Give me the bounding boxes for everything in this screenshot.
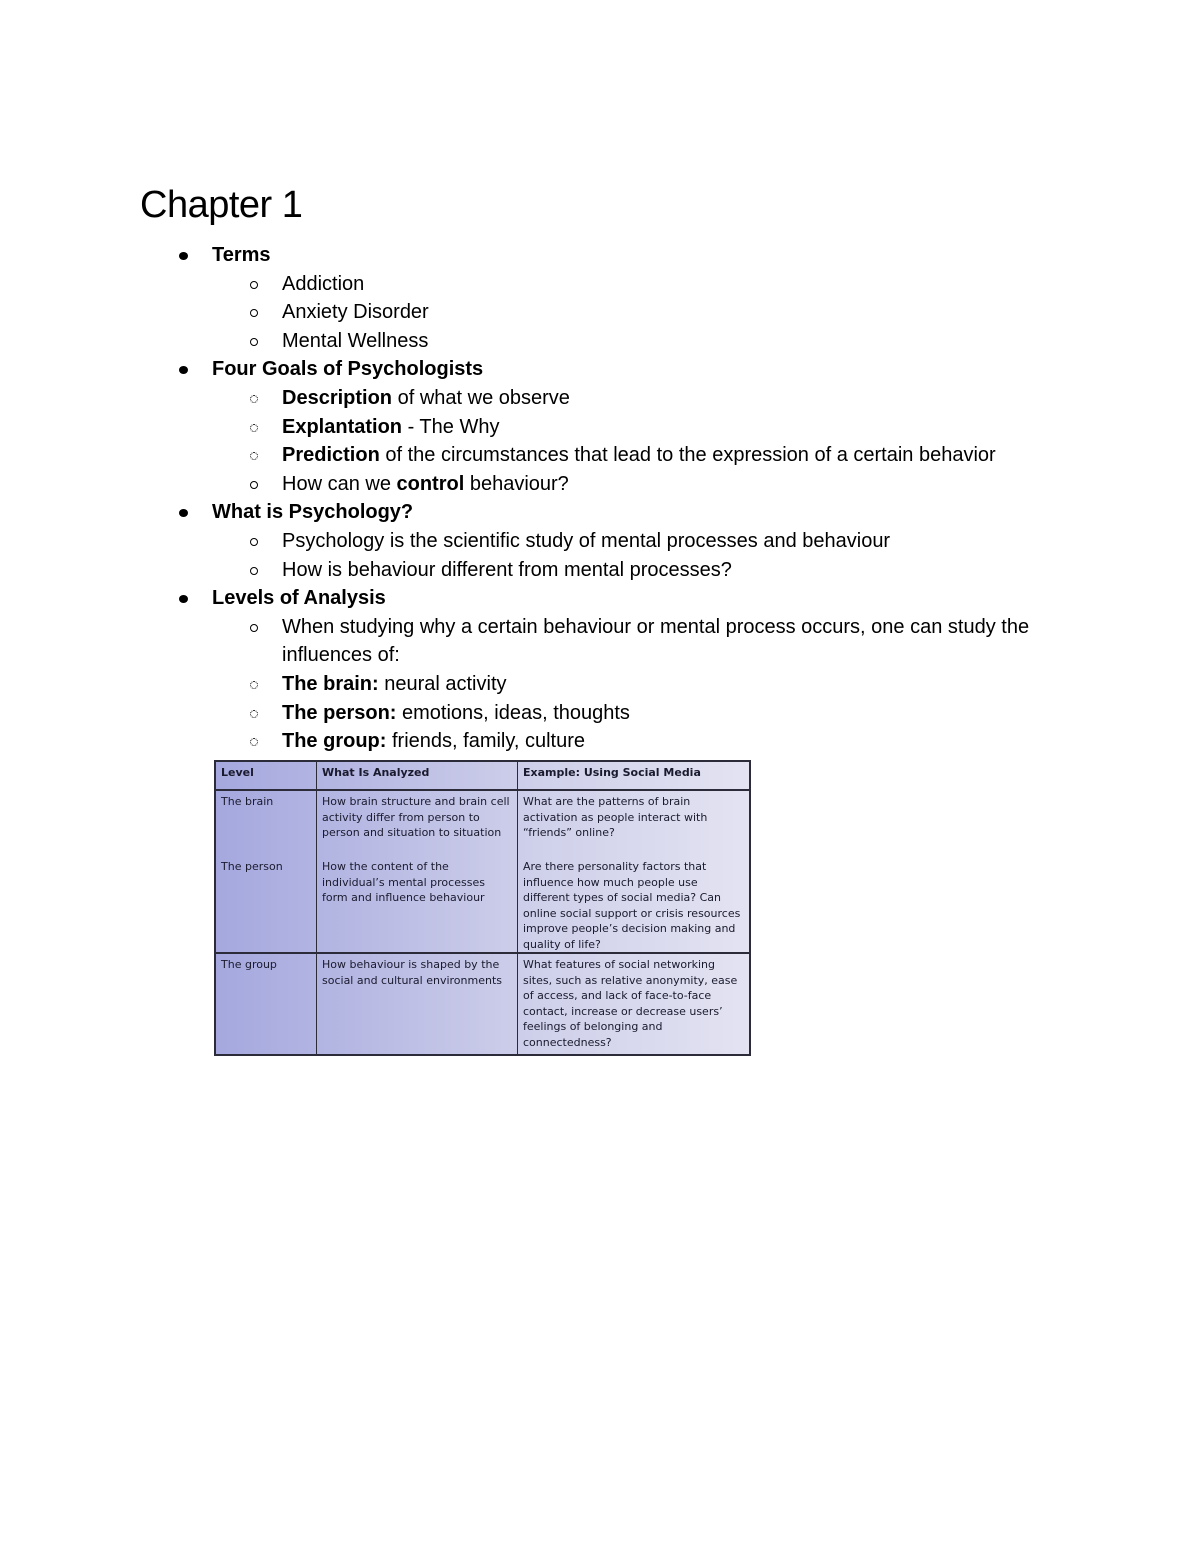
item-term: The person:	[282, 701, 397, 724]
table-row	[215, 856, 750, 953]
list-item	[282, 384, 1072, 413]
table-header-cell: What Is Analyzed	[317, 761, 518, 790]
list-item	[282, 613, 1072, 670]
bullet-circle-icon	[250, 338, 258, 346]
table-header-cell: Level	[215, 761, 317, 790]
item-text: Psychology is the scientific study of mental processes and behaviour	[282, 529, 891, 552]
section-heading: Four Goals of Psychologists	[212, 358, 484, 381]
item-term: Prediction	[282, 444, 380, 467]
item-text: neural activity	[378, 672, 507, 695]
item-text: When studying why a certain behaviour or mental process occurs, one can study the influences of:	[282, 615, 1030, 667]
table-row	[215, 953, 750, 1055]
table-cell: How the content of the individual’s mental processes form and influence behaviour	[317, 856, 518, 953]
section-levels-of-analysis	[0, 584, 1200, 756]
item-text: emotions, ideas, thoughts	[396, 701, 630, 724]
section-terms	[0, 241, 1200, 355]
bullet-dotted-circle-icon	[250, 710, 258, 718]
item-text: Addiction	[282, 272, 365, 295]
bullet-circle-icon	[250, 309, 258, 317]
item-text: of the circumstances that lead to the expression of a certain behavior	[379, 444, 996, 467]
list-item	[282, 327, 1072, 356]
table-header-cell: Example: Using Social Media	[518, 761, 751, 790]
bullet-disc-icon	[179, 366, 188, 374]
sub-list	[212, 613, 1072, 756]
list-item	[282, 270, 1072, 299]
list-item	[282, 470, 1072, 499]
section-heading: What is Psychology?	[212, 501, 414, 524]
table-cell: What are the patterns of brain activation as people interact with “friends” online?	[518, 790, 751, 856]
list-item	[282, 670, 1072, 699]
bullet-disc-icon	[179, 595, 188, 603]
item-text: behaviour?	[464, 472, 569, 495]
list-item	[282, 727, 1072, 756]
list-item	[282, 413, 1072, 442]
item-term: Description	[282, 386, 393, 409]
sub-list	[212, 527, 1072, 584]
page-title: Chapter 1	[140, 184, 303, 226]
bullet-circle-icon	[250, 281, 258, 289]
bullet-dotted-circle-icon	[250, 395, 258, 403]
table-header-row	[215, 761, 750, 790]
bullet-circle-icon	[250, 538, 258, 546]
bullet-circle-icon	[250, 567, 258, 575]
list-item	[282, 441, 1072, 470]
list-item	[282, 699, 1072, 728]
bullet-circle-icon	[250, 481, 258, 489]
item-text: - The Why	[402, 415, 500, 438]
section-heading: Levels of Analysis	[212, 587, 386, 610]
bullet-dotted-circle-icon	[250, 681, 258, 689]
sub-list	[212, 270, 1072, 356]
bullet-disc-icon	[179, 252, 188, 260]
item-term: control	[396, 472, 465, 495]
list-item	[282, 527, 1072, 556]
levels-of-analysis-table	[214, 760, 751, 1056]
table-cell: The person	[215, 856, 317, 953]
item-term: The group:	[282, 730, 387, 753]
bullet-dotted-circle-icon	[250, 424, 258, 432]
table-cell: How brain structure and brain cell activity differ from person to person and situation to situation	[317, 790, 518, 856]
item-term: The brain:	[282, 672, 379, 695]
outline-list	[0, 241, 1200, 756]
table-cell: What features of social networking sites, such as relative anonymity, ease of access, and lack of face-to-face contact, increase or decrease users’ feelings of belonging and connectedness?	[518, 953, 751, 1055]
bullet-dotted-circle-icon	[250, 452, 258, 460]
section-heading: Terms	[212, 244, 271, 266]
item-text: Anxiety Disorder	[282, 301, 429, 324]
section-four-goals	[0, 355, 1200, 498]
bullet-disc-icon	[179, 509, 188, 517]
item-term: Explantation	[282, 415, 403, 438]
item-text: friends, family, culture	[386, 730, 586, 753]
list-item	[282, 298, 1072, 327]
table-cell: The group	[215, 953, 317, 1055]
bullet-dotted-circle-icon	[250, 738, 258, 746]
table-cell: How behaviour is shaped by the social and cultural environments	[317, 953, 518, 1055]
list-item	[282, 556, 1072, 585]
item-text: How is behaviour different from mental processes?	[282, 558, 732, 581]
item-text: Mental Wellness	[282, 329, 429, 352]
section-what-is-psychology	[0, 498, 1200, 584]
table-row	[215, 790, 750, 856]
table-cell: The brain	[215, 790, 317, 856]
item-text-before: How can we	[282, 472, 397, 495]
item-text: of what we observe	[392, 386, 570, 409]
bullet-circle-icon	[250, 624, 258, 632]
table-cell: Are there personality factors that influence how much people use different types of social media? Can online social support or crisis resources improve people’s decision making and quality of life?	[518, 856, 751, 953]
sub-list	[212, 384, 1072, 498]
